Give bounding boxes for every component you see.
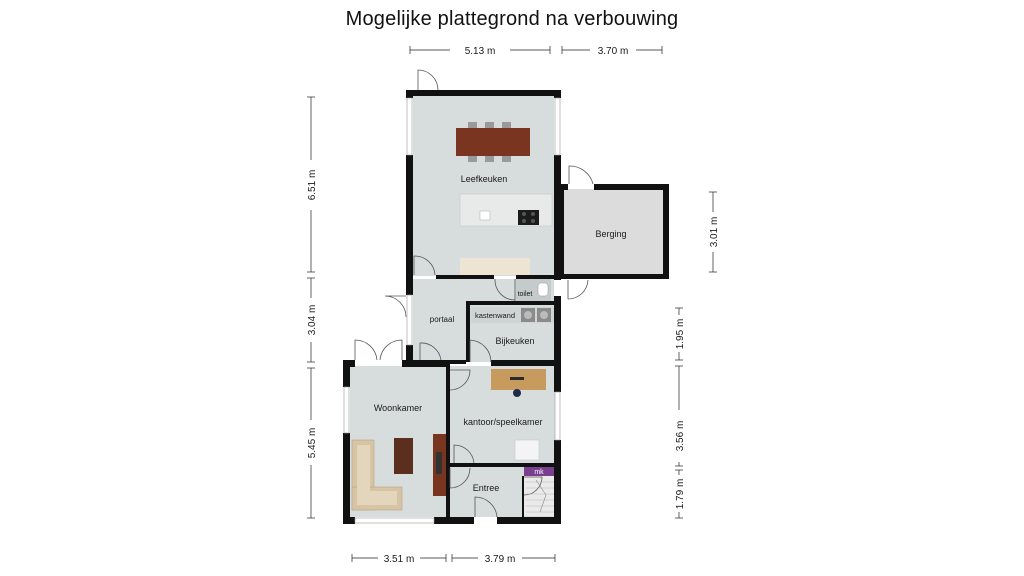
toilet-icon [538, 283, 548, 296]
dining-table-icon [456, 122, 530, 162]
window-woonkamer-left [344, 387, 349, 433]
wall-kantoor-right [554, 360, 561, 392]
wall-entree-bottom [497, 517, 561, 524]
wall-kitchen-left [406, 155, 413, 277]
dim-left-bottom: 5.45 m [307, 427, 318, 459]
label-leefkeuken: Leefkeuken [460, 174, 508, 184]
wall-entree-stair-sep [522, 476, 524, 517]
label-bijkeuken: Bijkeuken [495, 336, 535, 346]
window-kitchen-right [555, 98, 560, 155]
dim-top-left: 5.13 m [464, 46, 496, 57]
kitchen-island-icon [460, 194, 552, 226]
tv-icon [436, 452, 442, 474]
label-kastenwand: kastenwand [474, 311, 516, 320]
wall-kitchen-top [406, 90, 561, 96]
label-portaal: portaal [429, 315, 455, 324]
door-bijkeuken-side[interactable] [568, 280, 588, 299]
wall-berging-top [594, 184, 669, 190]
plan-title: Mogelijke plattegrond na verbouwing [345, 8, 679, 30]
window-woonkamer-bottom [355, 518, 434, 523]
door-berging[interactable] [569, 166, 593, 184]
wall-kitchen-right-top [554, 90, 561, 98]
window-kitchen-left [407, 98, 412, 155]
label-kantoor: kantoor/speelkamer [463, 417, 543, 427]
dim-right-top: 1.95 m [675, 318, 686, 350]
door-terrace-right[interactable] [380, 340, 402, 360]
wall-portaal-left [406, 277, 413, 295]
dim-top-right: 3.70 m [597, 46, 629, 57]
dim-bottom-right: 3.79 m [484, 554, 516, 565]
wall-bijkeuken-left [466, 305, 470, 362]
wall-bijkeuken-bottom2 [491, 360, 561, 366]
dim-right-bottom: 1.79 m [675, 478, 686, 510]
wall-woonkamer-left2 [343, 433, 350, 524]
dim-right-berging: 3.01 m [709, 216, 720, 248]
window-kantoor-right [555, 392, 560, 440]
wall-kantoor-right2 [554, 440, 561, 524]
dim-left-top: 6.51 m [307, 169, 318, 201]
wall-woonkamer-left [343, 360, 350, 387]
play-table-icon [515, 440, 539, 460]
wall-woonkamer-right [446, 366, 450, 517]
wall-berging-left [561, 184, 564, 279]
wall-kitchen-bottom-r [516, 275, 554, 279]
wall-toilet-bottom [466, 301, 554, 305]
label-toilet: toilet [517, 291, 533, 298]
dim-left-mid: 3.04 m [307, 304, 318, 336]
wall-berging-right [663, 184, 669, 279]
wall-woonkamer-bottom [343, 517, 355, 524]
coffee-table-icon [394, 438, 413, 474]
dim-bottom-left: 3.51 m [383, 554, 415, 565]
label-entree: Entree [472, 483, 500, 493]
label-berging: Berging [595, 229, 627, 239]
wall-kitchen-bottom [436, 275, 494, 279]
door-portaal-outer[interactable] [385, 296, 406, 317]
door-kitchen-top[interactable] [418, 70, 438, 90]
wall-woonkamer-bottom2 [434, 517, 474, 524]
floor-leefkeuken [413, 95, 554, 276]
wall-woonkamer-top2 [402, 360, 450, 367]
wall-kantoor-bottom [450, 463, 554, 467]
kitchen-counter-icon [460, 258, 530, 275]
dim-right-mid: 3.56 m [675, 420, 686, 452]
wall-portaal-right [554, 296, 561, 366]
label-woonkamer: Woonkamer [373, 403, 423, 413]
wall-kitchen-right [554, 155, 561, 280]
wall-kitchen-left-top [406, 90, 413, 98]
window-portaal-left [407, 295, 412, 345]
label-mk: mk [534, 469, 544, 476]
door-terrace-left[interactable] [355, 340, 377, 360]
wall-berging-bottom [561, 274, 669, 279]
